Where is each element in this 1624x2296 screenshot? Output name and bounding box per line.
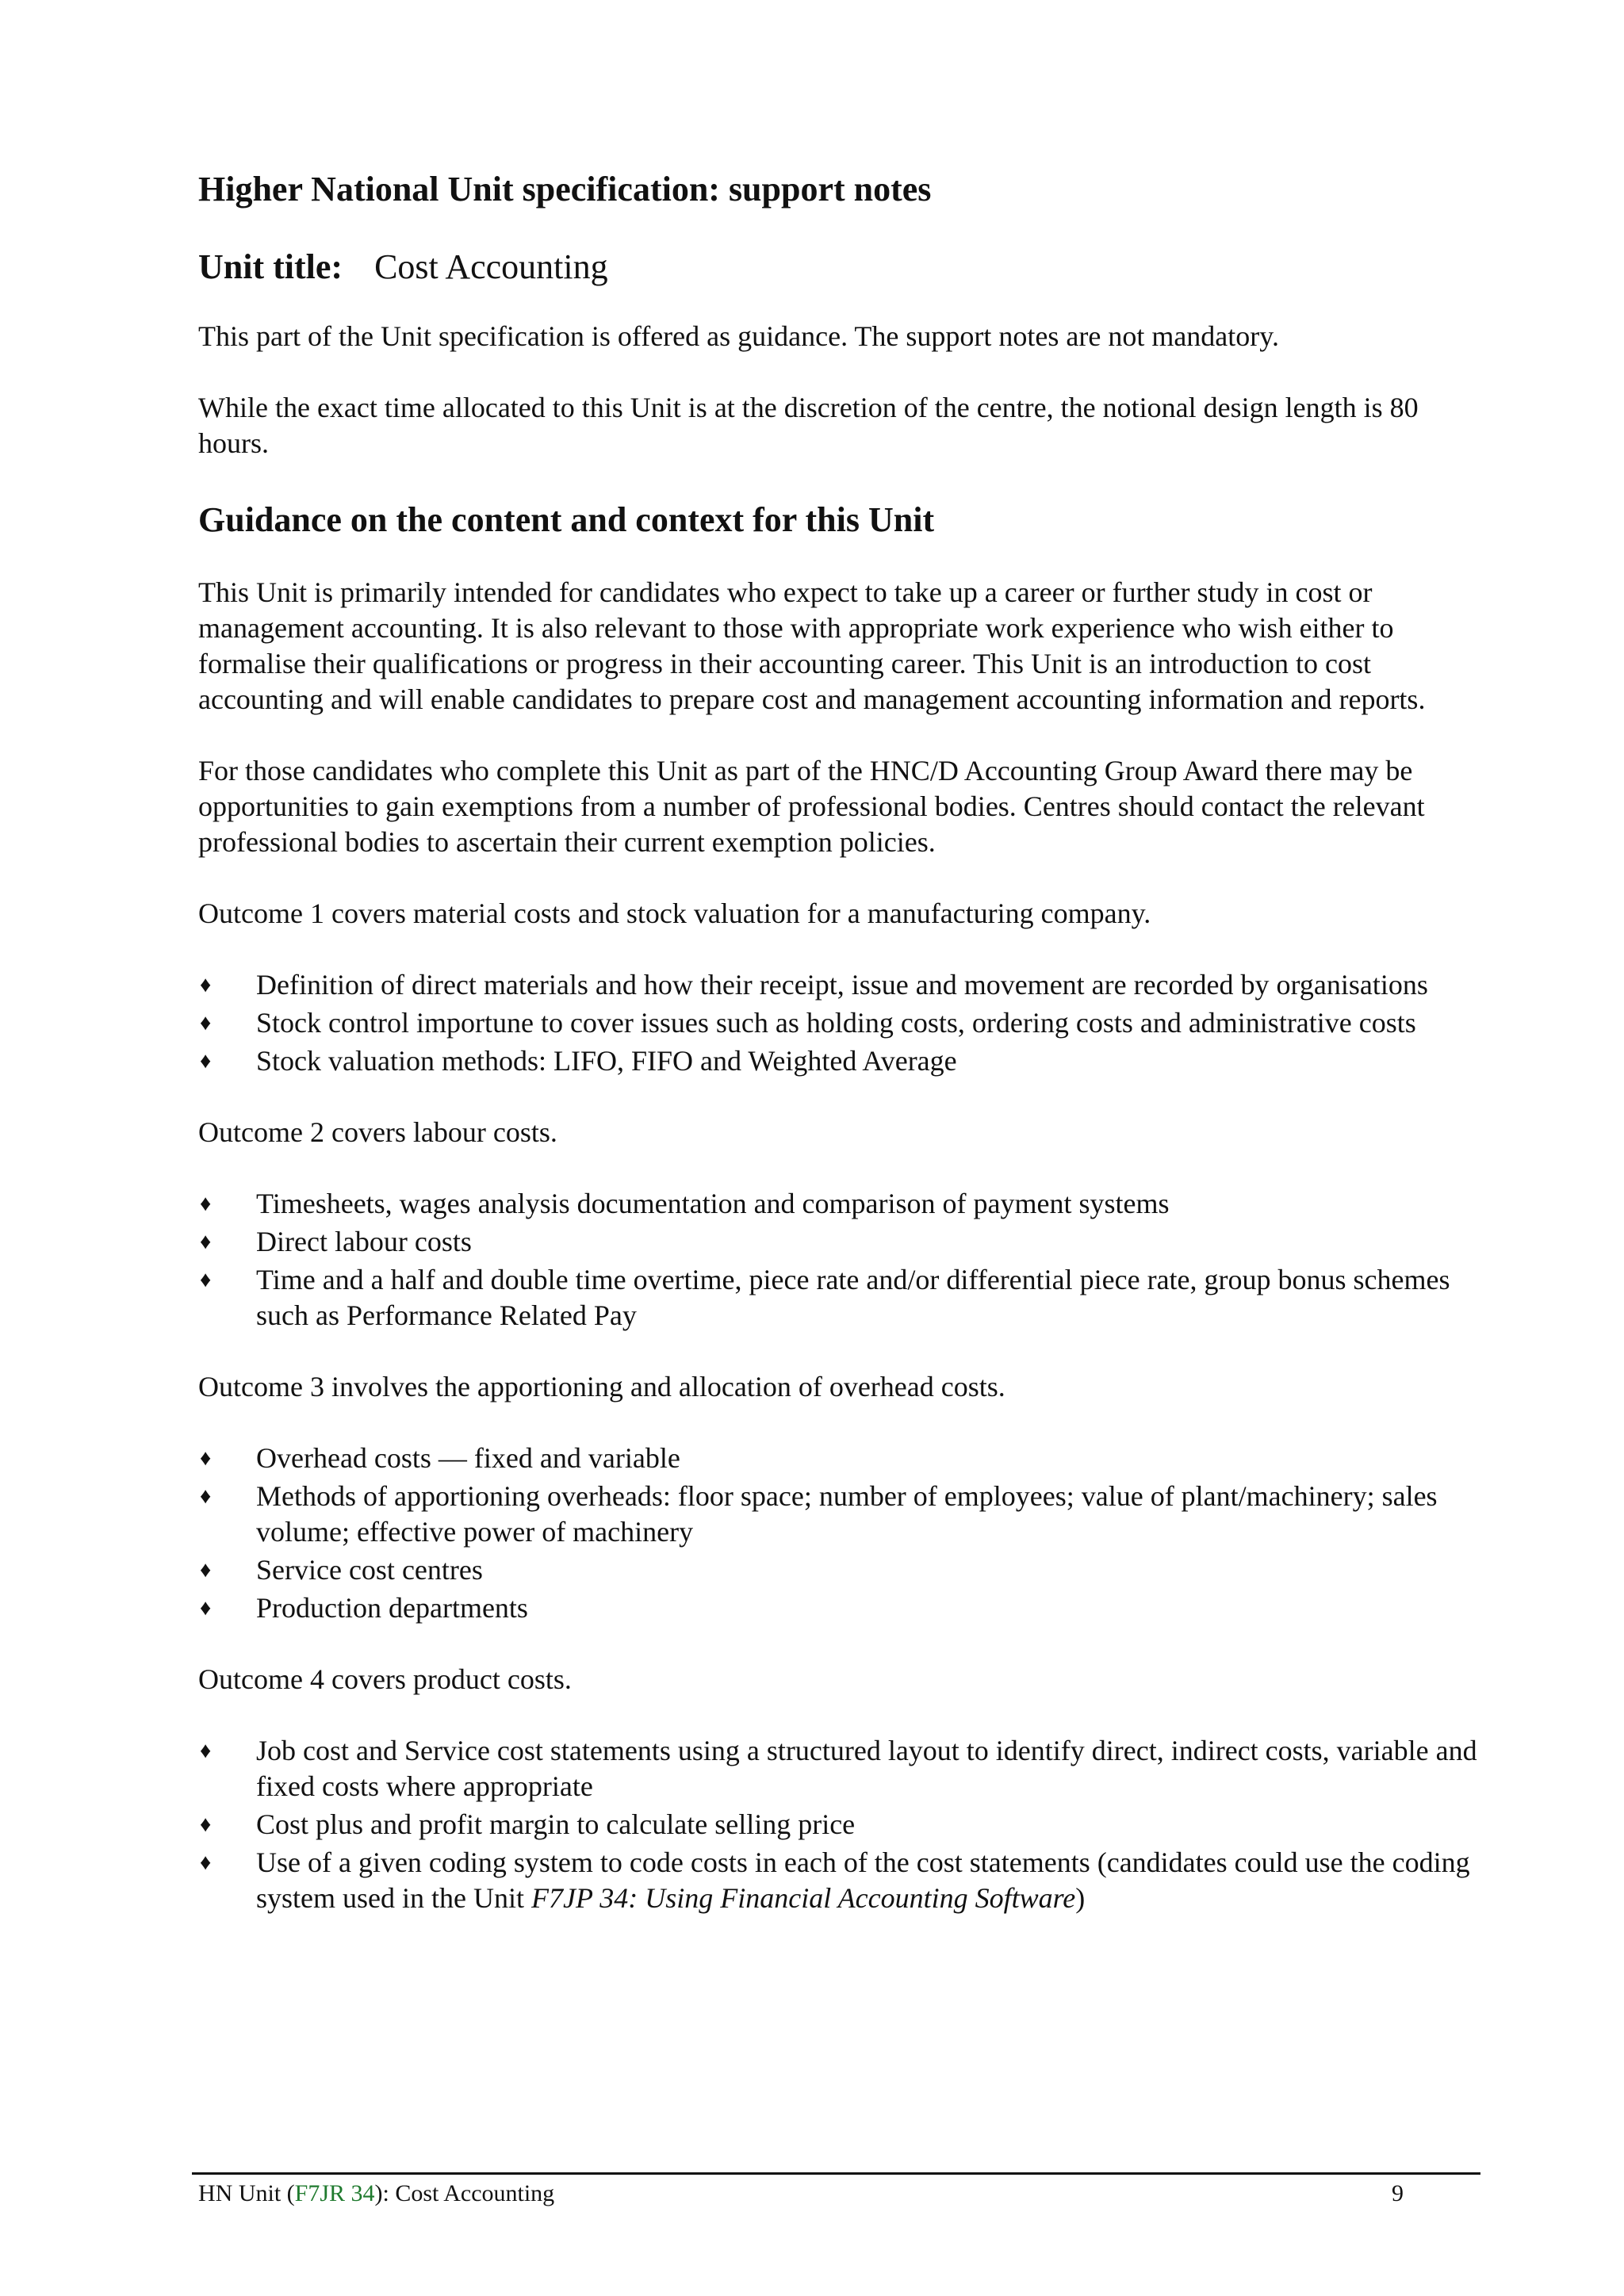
diamond-bullet-icon: ♦ [200, 973, 212, 997]
diamond-bullet-icon: ♦ [200, 1558, 212, 1582]
guidance-heading: Guidance on the content and context for this Unit [198, 500, 935, 539]
diamond-bullet-icon: ♦ [200, 1192, 212, 1216]
diamond-bullet-icon: ♦ [200, 1230, 212, 1254]
list-item: ♦ Cost plus and profit margin to calculate selling price [198, 1807, 1483, 1843]
diamond-bullet-icon: ♦ [200, 1850, 212, 1875]
unit-title-value: Cost Accounting [374, 247, 608, 286]
diamond-bullet-icon: ♦ [200, 1011, 212, 1035]
list-item: ♦ Production departments [198, 1590, 1483, 1626]
outcome-4-list [198, 1733, 1483, 1916]
diamond-bullet-icon: ♦ [200, 1596, 212, 1621]
diamond-bullet-icon: ♦ [200, 1739, 212, 1763]
footer-prefix: HN Unit ( [198, 2180, 295, 2206]
outcome-3-list [198, 1441, 1483, 1626]
unit-title-label: Unit title: [198, 247, 343, 286]
list-item: ♦ Overhead costs — fixed and variable [198, 1441, 1483, 1476]
list-item: ♦ Definition of direct materials and how their receipt, issue and movement are recorded by organisations [198, 967, 1483, 1003]
unit-title [198, 244, 1483, 290]
outcome-4-intro: Outcome 4 covers product costs. [198, 1663, 572, 1695]
outcome-2-list [198, 1186, 1483, 1334]
intro-paragraph-2: While the exact time allocated to this Unit is at the discretion of the centre, the notional design length is 80 hours. [198, 392, 1419, 459]
diamond-bullet-icon: ♦ [200, 1268, 212, 1292]
page-heading: Higher National Unit specification: support notes [198, 170, 932, 209]
page-number: 9 [1392, 2180, 1404, 2206]
outcome-1-intro: Outcome 1 covers material costs and stock valuation for a manufacturing company. [198, 897, 1151, 929]
guidance-paragraph-1: This Unit is primarily intended for candidates who expect to take up a career or further study in cost or management accounting. It is also relevant to those with appropriate work experience who wish either to formalise their qualifications or progress in their accounting career. This Unit is an introduction to cost accounting and will enable candidates to prepare cost and management accounting information and reports. [198, 576, 1426, 715]
footer-suffix: ): Cost Accounting [374, 2180, 555, 2206]
list-item: ♦ Methods of apportioning overheads: floor space; number of employees; value of plant/machinery; sales volume; effective power of machinery [200, 1480, 1438, 1548]
diamond-bullet-icon: ♦ [200, 1484, 212, 1509]
outcome-1-list [198, 967, 1483, 1079]
list-item: ♦ Timesheets, wages analysis documentation and comparison of payment systems [198, 1186, 1483, 1222]
diamond-bullet-icon: ♦ [200, 1812, 212, 1837]
guidance-paragraph-2: For those candidates who complete this Unit as part of the HNC/D Accounting Group Award there may be opportunities to gain exemptions from a number of professional bodies. Centres should contact the relevant professional bodies to ascertain their current exemption policies. [198, 755, 1425, 858]
list-item: ♦ Use of a given coding system to code costs in each of the cost statements (candidates could use the coding system used in the Unit F7JP 34: Using Financial Accounting Software) [200, 1846, 1470, 1914]
footer-divider [192, 2172, 1480, 2175]
list-item: ♦ Stock valuation methods: LIFO, FIFO and Weighted Average [198, 1043, 1483, 1079]
list-item: ♦ Service cost centres [198, 1552, 1483, 1588]
page-content [198, 166, 1483, 1952]
list-item: ♦ Direct labour costs [198, 1224, 1483, 1260]
footer-unit-code: F7JR 34 [294, 2180, 375, 2206]
list-item: ♦ Stock control importune to cover issues such as holding costs, ordering costs and administrative costs [198, 1005, 1483, 1041]
outcome-3-intro: Outcome 3 involves the apportioning and allocation of overhead costs. [198, 1371, 1005, 1402]
page-footer [198, 2179, 1404, 2209]
diamond-bullet-icon: ♦ [200, 1049, 212, 1073]
list-item: ♦ Time and a half and double time overtime, piece rate and/or differential piece rate, group bonus schemes such as Performance Related Pay [200, 1264, 1450, 1331]
unit-reference: F7JP 34: Using Financial Accounting Software [530, 1882, 1076, 1914]
diamond-bullet-icon: ♦ [200, 1446, 212, 1471]
list-item: ♦ Job cost and Service cost statements using a structured layout to identify direct, indirect costs, variable and fixed costs where appropriate [200, 1735, 1477, 1802]
outcome-2-intro: Outcome 2 covers labour costs. [198, 1116, 557, 1148]
intro-paragraph-1: This part of the Unit specification is offered as guidance. The support notes are not mandatory. [198, 320, 1279, 352]
